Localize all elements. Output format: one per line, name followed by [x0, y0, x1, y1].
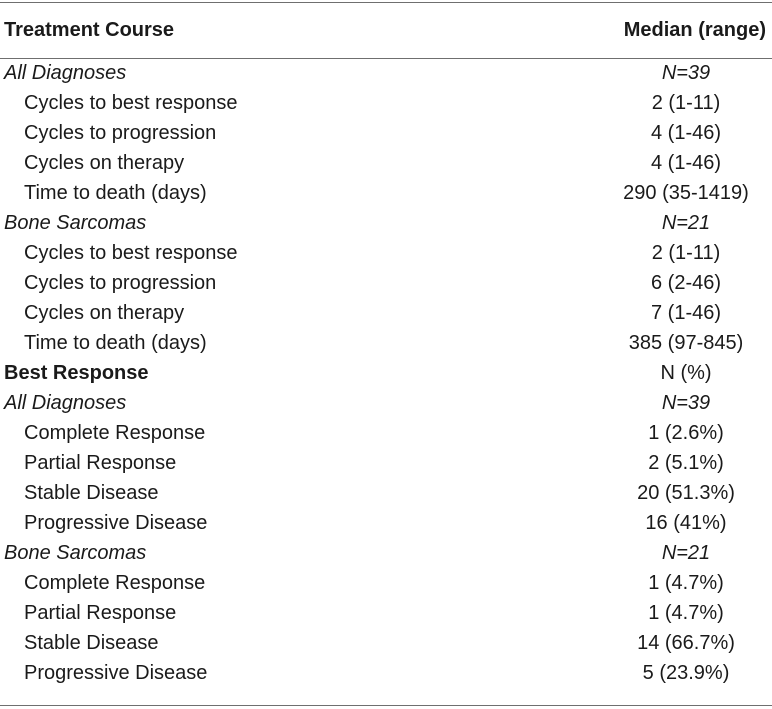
results-table	[0, 3, 772, 688]
row-label: Progressive Disease	[24, 662, 208, 684]
table-row	[0, 58, 772, 88]
row-label: Cycles to best response	[24, 92, 238, 114]
table-row	[0, 508, 772, 538]
row-label: Cycles to progression	[24, 122, 217, 144]
row-value: 4 (1-46)	[650, 122, 722, 144]
table-row	[0, 208, 772, 238]
row-value: 2 (5.1%)	[648, 452, 724, 474]
table-row	[0, 358, 772, 388]
row-label: Complete Response	[24, 572, 206, 594]
table-row	[0, 148, 772, 178]
header-median-range: Median (range)	[623, 19, 766, 41]
row-value: N (%)	[660, 362, 712, 384]
row-label: Progressive Disease	[24, 512, 208, 534]
row-label: Complete Response	[24, 422, 206, 444]
row-label: Cycles to best response	[24, 242, 238, 264]
table-bottom-rule	[0, 705, 772, 706]
row-label: Bone Sarcomas	[4, 212, 147, 234]
row-value: N=39	[661, 392, 711, 414]
row-value: 2 (1-11)	[651, 242, 721, 264]
row-label: Partial Response	[24, 602, 177, 624]
table-row	[0, 238, 772, 268]
row-value: 5 (23.9%)	[642, 662, 730, 684]
row-value: 4 (1-46)	[650, 152, 722, 174]
row-label: Stable Disease	[24, 632, 159, 654]
table-row	[0, 298, 772, 328]
row-value: 7 (1-46)	[650, 302, 722, 324]
table-row	[0, 478, 772, 508]
table-row	[0, 568, 772, 598]
table-row	[0, 598, 772, 628]
row-label: All Diagnoses	[4, 62, 127, 84]
row-label: Time to death (days)	[24, 332, 207, 354]
row-value: 1 (4.7%)	[648, 572, 724, 594]
table-row	[0, 178, 772, 208]
table-body	[0, 58, 772, 688]
row-value: 14 (66.7%)	[637, 632, 735, 654]
table-row	[0, 118, 772, 148]
row-value: 2 (1-11)	[651, 92, 721, 114]
table-row	[0, 628, 772, 658]
table-row	[0, 268, 772, 298]
row-label: Cycles on therapy	[24, 152, 185, 174]
table-row	[0, 88, 772, 118]
row-value: N=21	[661, 542, 711, 564]
table-row	[0, 658, 772, 688]
row-label: Time to death (days)	[24, 182, 207, 204]
table-row	[0, 388, 772, 418]
table-header-row	[0, 3, 772, 58]
row-value: N=21	[661, 212, 711, 234]
row-label: All Diagnoses	[4, 392, 127, 414]
row-label: Best Response	[4, 362, 149, 384]
row-value: 1 (2.6%)	[648, 422, 724, 444]
row-label: Cycles to progression	[24, 272, 217, 294]
row-value: 385 (97-845)	[628, 332, 744, 354]
table-row	[0, 418, 772, 448]
row-value: 20 (51.3%)	[637, 482, 735, 504]
row-label: Partial Response	[24, 452, 177, 474]
row-label: Bone Sarcomas	[4, 542, 147, 564]
row-label: Stable Disease	[24, 482, 159, 504]
row-label: Cycles on therapy	[24, 302, 185, 324]
row-value: 16 (41%)	[645, 512, 727, 534]
table-row	[0, 538, 772, 568]
row-value: 1 (4.7%)	[648, 602, 724, 624]
row-value: 6 (2-46)	[650, 272, 722, 294]
header-treatment-course: Treatment Course	[4, 19, 175, 41]
table-row	[0, 328, 772, 358]
row-value: 290 (35-1419)	[623, 182, 749, 204]
row-value: N=39	[661, 62, 711, 84]
table-row	[0, 448, 772, 478]
